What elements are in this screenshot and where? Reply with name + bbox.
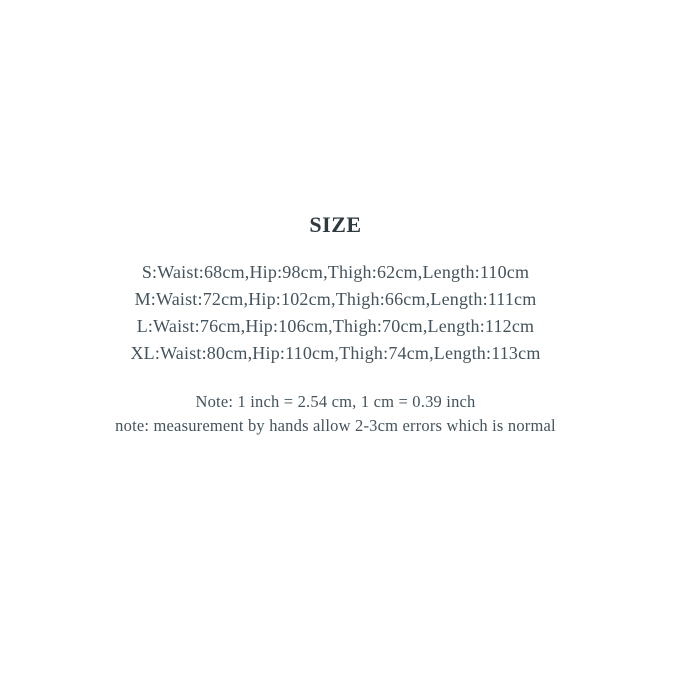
note-measurement-error: note: measurement by hands allow 2-3cm errors which is normal	[115, 416, 556, 435]
size-chart-title: SIZE	[309, 212, 362, 237]
size-row-xl: XL:Waist:80cm,Hip:110cm,Thigh:74cm,Length:113cm	[130, 343, 541, 363]
size-row-s: S:Waist:68cm,Hip:98cm,Thigh:62cm,Length:110cm	[141, 262, 530, 282]
note-unit-conversion: Note: 1 inch = 2.54 cm, 1 cm = 0.39 inch	[195, 392, 476, 411]
notes	[0, 390, 671, 438]
size-row-m: M:Waist:72cm,Hip:102cm,Thigh:66cm,Length:111cm	[134, 289, 537, 309]
size-row-l: L:Waist:76cm,Hip:106cm,Thigh:70cm,Length:112cm	[136, 316, 535, 336]
size-rows	[0, 259, 671, 367]
